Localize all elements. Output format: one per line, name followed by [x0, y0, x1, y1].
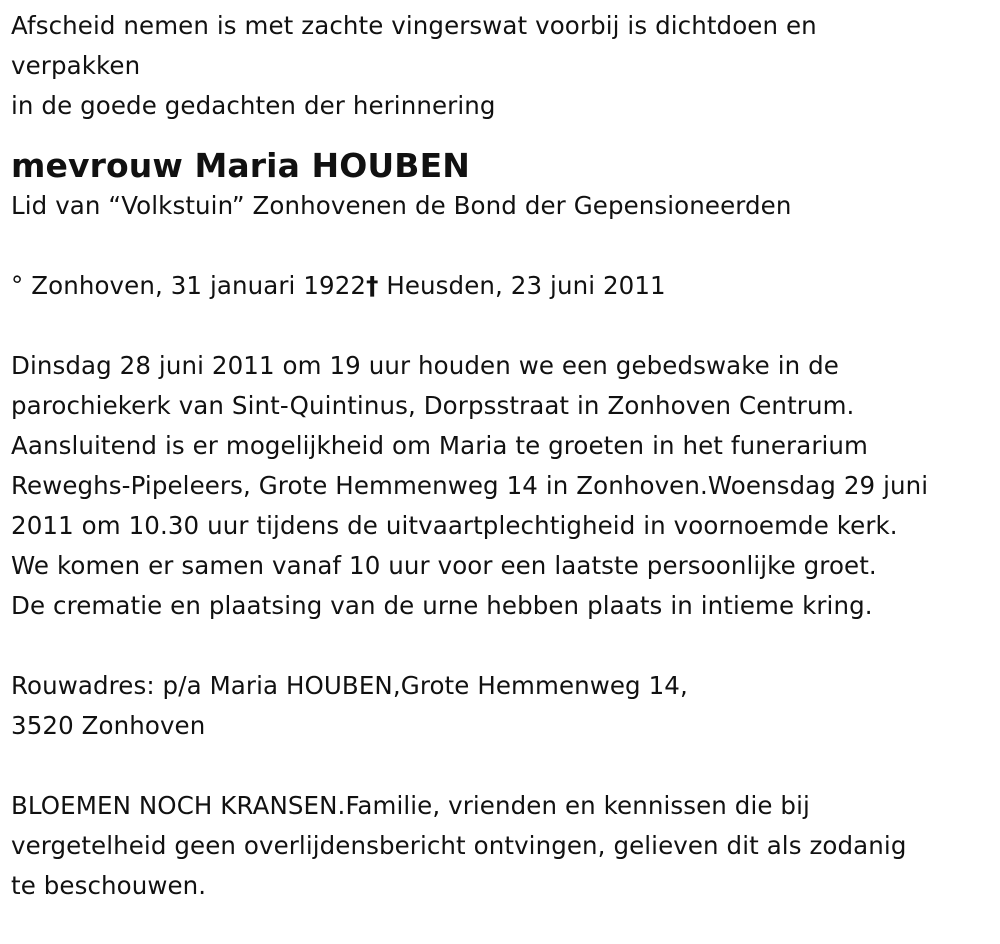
- address-line-1: Rouwadres: p/a Maria HOUBEN,Grote Hemmenweg 14,: [11, 671, 688, 700]
- notice-line-2: vergetelheid geen overlijdensbericht ontvingen, gelieven dit als zodanig: [11, 831, 907, 860]
- death-date: Heusden, 23 juni 2011: [378, 271, 666, 300]
- ceremony-line-1: Dinsdag 28 juni 2011 om 19 uur houden we een gebedswake in de: [11, 351, 839, 380]
- spacer: [11, 746, 996, 786]
- birth-date: ° Zonhoven, 31 januari 1922: [11, 271, 367, 300]
- obituary-notice: [11, 6, 996, 906]
- ceremony-line-2: parochiekerk van Sint-Quintinus, Dorpsstraat in Zonhoven Centrum.: [11, 391, 855, 420]
- notice-line-3: te beschouwen.: [11, 871, 207, 900]
- membership-text: Lid van “Volkstuin” Zonhovenen de Bond der Gepensioneerden: [11, 191, 792, 220]
- poem-line-1: Afscheid nemen is met zachte vingerswat voorbij is dichtdoen en: [11, 11, 817, 40]
- ceremony-line-5: 2011 om 10.30 uur tijdens de uitvaartplechtigheid in voornoemde kerk.: [11, 511, 898, 540]
- spacer: [11, 306, 996, 346]
- ceremony-line-4: Reweghs-Pipeleers, Grote Hemmenweg 14 in Zonhoven.Woensdag 29 juni: [11, 471, 929, 500]
- notice-line-1: BLOEMEN NOCH KRANSEN.Familie, vrienden en kennissen die bij: [11, 791, 810, 820]
- cross-icon: †: [366, 271, 379, 300]
- ceremony-line-3: Aansluitend is er mogelijkheid om Maria te groeten in het funerarium: [11, 431, 869, 460]
- poem-line-3: in de goede gedachten der herinnering: [11, 91, 496, 120]
- spacer: [11, 626, 996, 666]
- deceased-name: mevrouw Maria HOUBEN: [11, 146, 470, 185]
- address-line-2: 3520 Zonhoven: [11, 711, 206, 740]
- ceremony-line-7: De crematie en plaatsing van de urne hebben plaats in intieme kring.: [11, 591, 873, 620]
- poem-line-2: verpakken: [11, 51, 141, 80]
- ceremony-line-6: We komen er samen vanaf 10 uur voor een laatste persoonlijke groet.: [11, 551, 877, 580]
- spacer: [11, 226, 996, 266]
- dates-line: [11, 266, 996, 306]
